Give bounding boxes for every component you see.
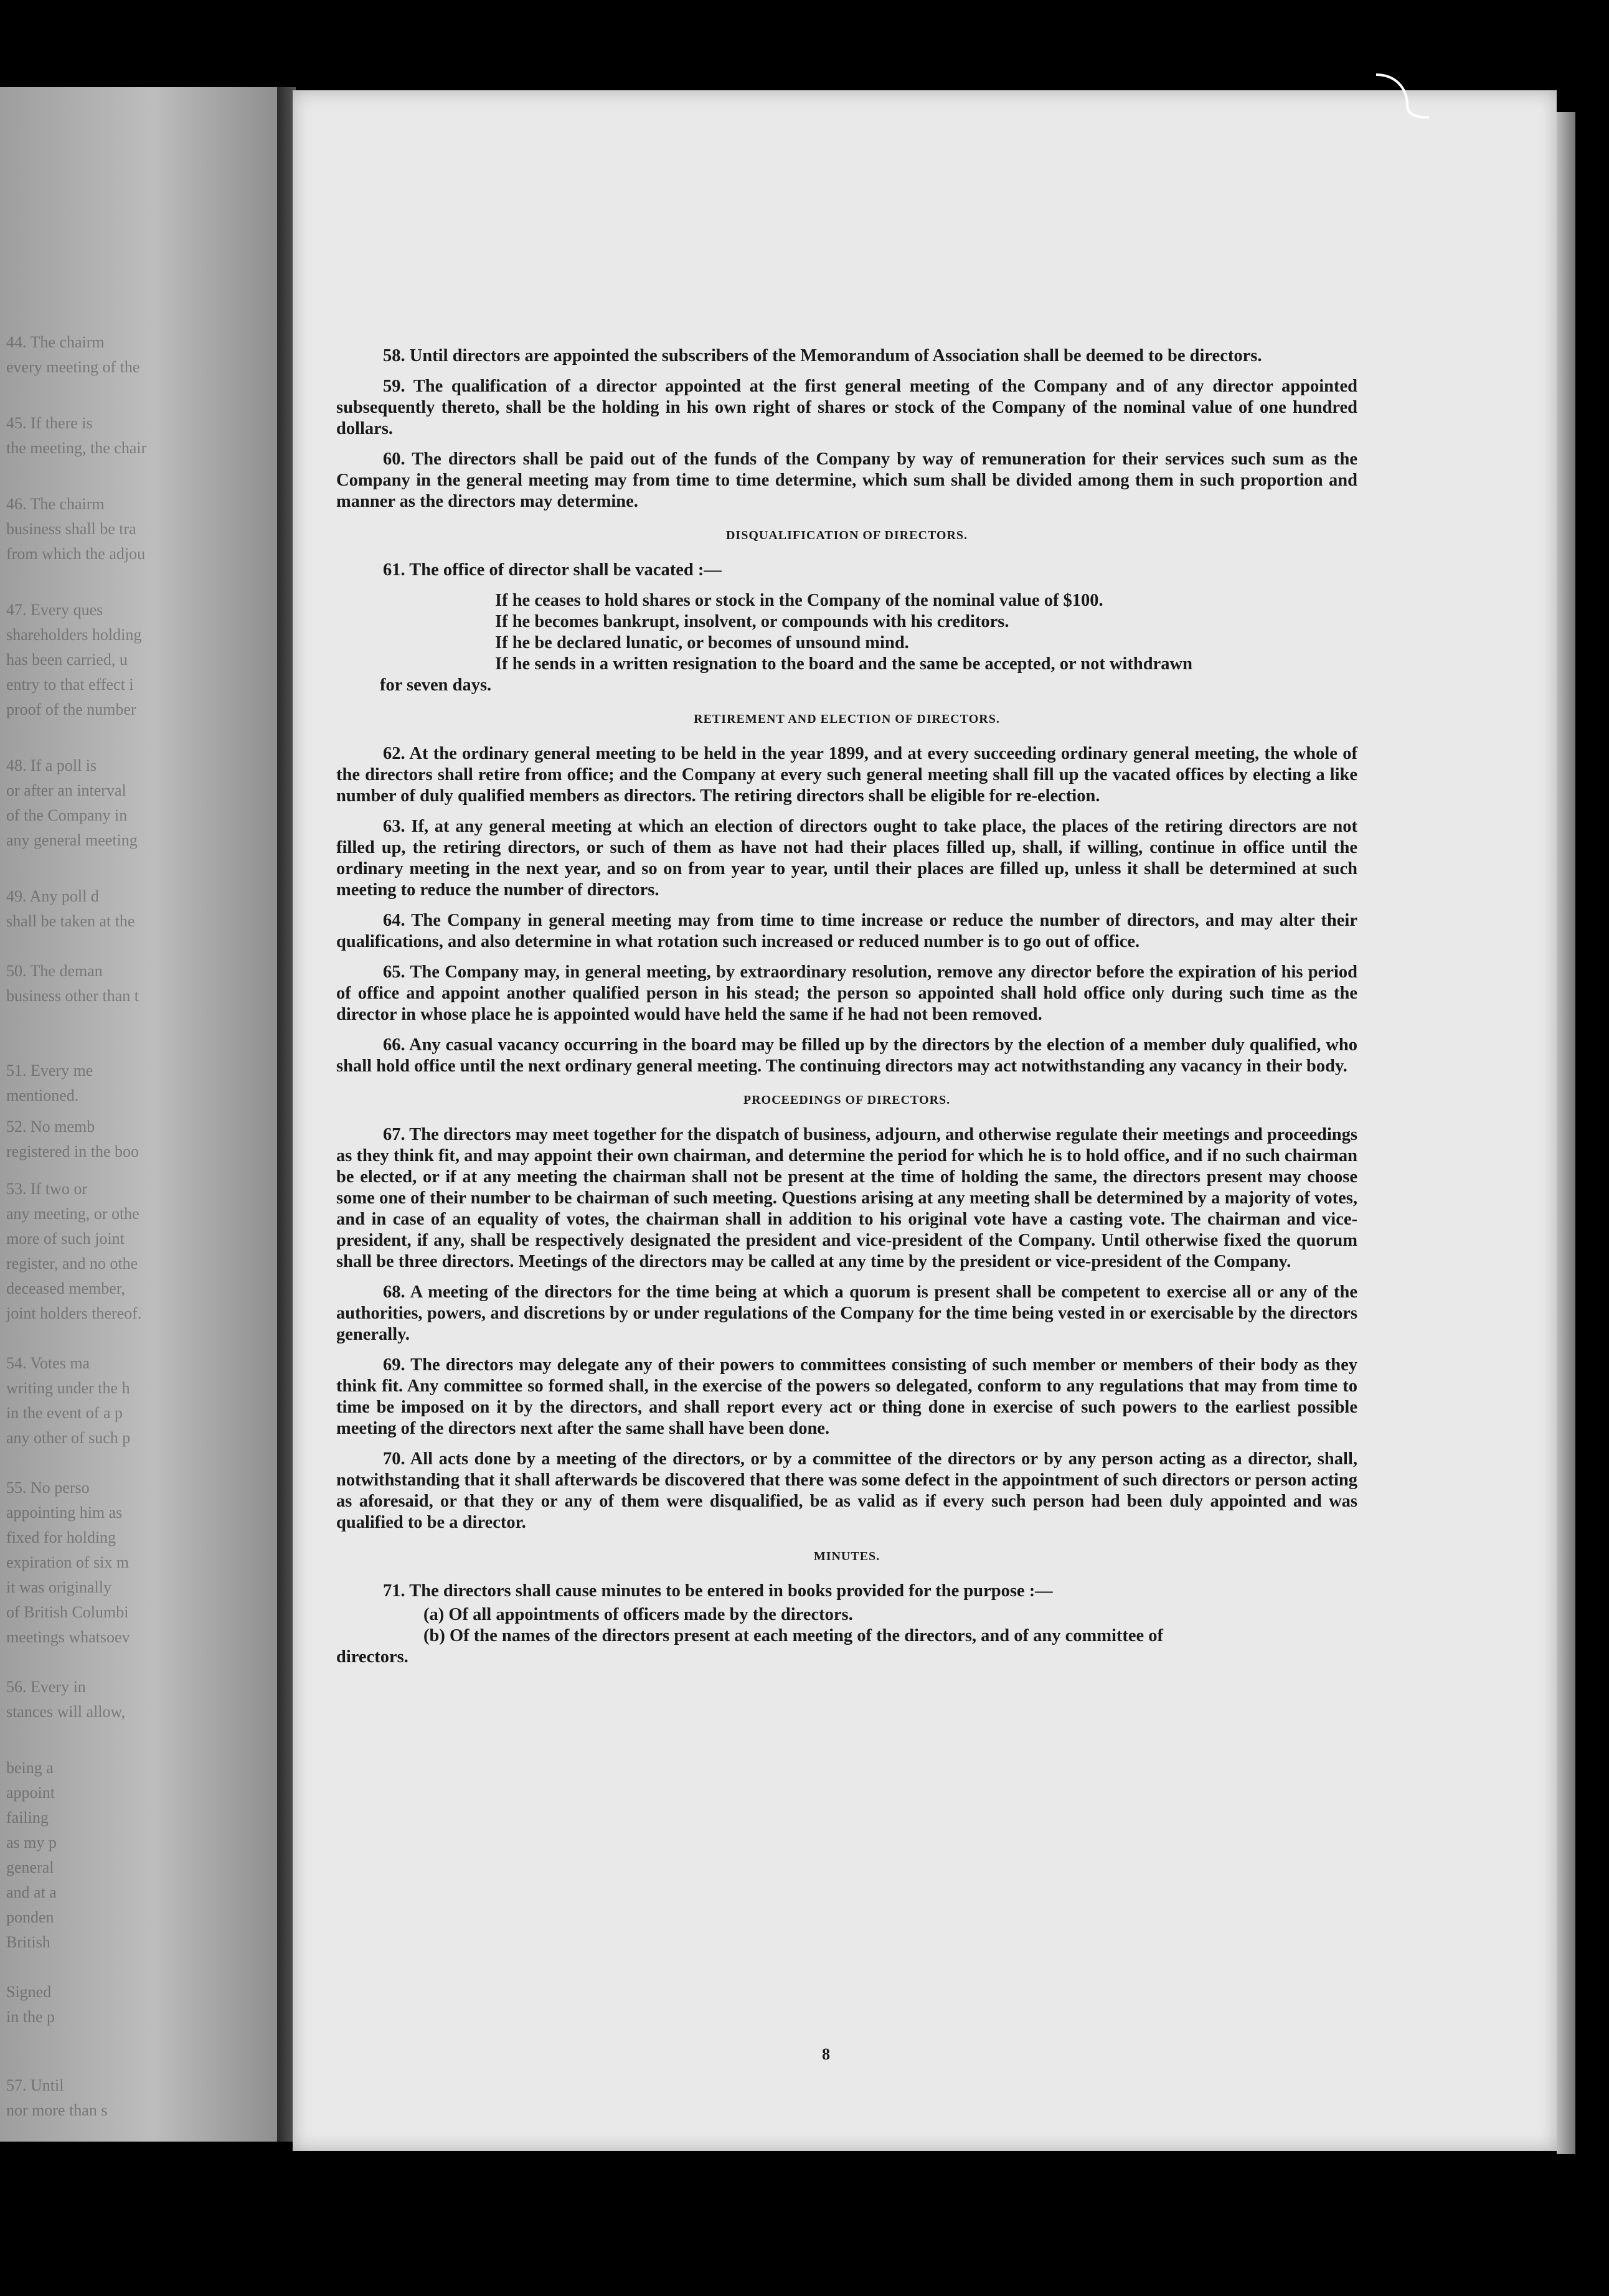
list-item: (a) Of all appointments of officers made by the directors.	[423, 1605, 853, 1624]
page-corner-curl	[1370, 68, 1432, 125]
paragraph-68: 68. A meeting of the directors for the time being at which a quorum is present shall be competent to exercise all or any of the authorities, powers, and discretions by or under regulations of the Company for the time being vested in or exercisable by the directors generally.	[336, 1282, 1357, 1344]
heading-proceedings: PROCEEDINGS OF DIRECTORS.	[743, 1093, 951, 1107]
paragraph-71: 71. The directors shall cause minutes to be entered in books provided for the purpose :—	[383, 1581, 1053, 1601]
paragraph-69: 69. The directors may delegate any of their powers to committees consisting of such member or members of their body as they think fit. Any committee so formed shall, in the exercise of the powers so delegated, conform to any regulations that may from time to time be imposed on it by the directors, and shall report every act or thing done in exercise of such powers to the earliest possible meeting of the directors next after the same shall have been done.	[336, 1355, 1357, 1438]
paragraph-67: 67. The directors may meet together for the dispatch of business, adjourn, and otherwise regulate their meetings and proceedings as they think fit, and may appoint their own chairman, and determine the period for which he is to hold office, and if no such chairman be elected, or if at any meeting the chairman shall not be present at the time of holding the same, the directors present may choose some one of their number to be chairman of such meeting. Questions arising at any meeting shall be determined by a majority of votes, and in case of an equality of votes, the chairman shall in addition to his original vote have a casting vote. The chairman and vice-president, if any, shall be respectively designated the president and vice-president of the Company. Until otherwise fixed the quorum shall be three directors. Meetings of the directors may be called at any time by the president or vice-president of the Company.	[336, 1125, 1357, 1271]
heading-retirement: RETIREMENT AND ELECTION OF DIRECTORS.	[694, 712, 1000, 726]
adjacent-page: 44. The chairm every meeting of the 45. If there is the meeting, the chair 46. The chairm business shall be tra from which the adjou 47. Every ques shareholders holding has been carried, u entry to that effect i proof of the number 48. If a poll is or after an interval of the Company in any general meeting 49. Any poll d shall be taken at the 50. The deman business other than t 51. Every me mentioned. 52. No memb registered in the boo 53. If two or any meeting, or othe more of such joint register, and no othe deceased member, joint holders thereof. 54. Votes ma writing under the h in the event of a p any other of such p 55. No perso appointing him as fixed for holding expiration of six m it was originally of British Columbi meetings whatsoev 56. Every in stances will allow, being a appoint failing as my p general and at a ponden British Signed in the p 57. Until nor more than s	[0, 87, 277, 2142]
document-body	[336, 346, 1357, 1668]
heading-minutes: MINUTES.	[813, 1550, 880, 1563]
paragraph-63: 63. If, at any general meeting at which an election of directors ought to take place, the places of the retiring directors are not filled up, the retiring directors, or such of them as have not had their places filled up, shall, if willing, continue in office until the ordinary meeting in the next year, and so on from year to year, until their places are filled up, unless it shall be determined at such meeting to reduce the number of directors.	[336, 817, 1357, 900]
paragraph-59: 59. The qualification of a director appointed at the first general meeting of the Company and of any director appointed subsequently thereto, shall be the holding in his own right of shares or stock of the Company of the nominal value of one hundred dollars.	[336, 377, 1357, 438]
paragraph-60: 60. The directors shall be paid out of the funds of the Company by way of remuneration for their services such sum as the Company in the general meeting may from time to time determine, which sum shall be divided among them in such proportion and manner as the directors may determine.	[336, 449, 1357, 511]
paragraph-61: 61. The office of director shall be vacated :—	[383, 560, 722, 580]
list-item: If he becomes bankrupt, insolvent, or compounds with his creditors.	[495, 612, 1009, 631]
paragraph-65: 65. The Company may, in general meeting, by extraordinary resolution, remove any director before the expiration of his period of office and appoint another qualified person in his stead; the person so appointed shall hold office only during such time as the director in whose place he is appointed would have held the same if he had not been removed.	[336, 962, 1357, 1024]
list-item: If he ceases to hold shares or stock in the Company of the nominal value of $100.	[495, 591, 1103, 610]
page-edge	[1557, 112, 1575, 2154]
list-item-continuation: directors.	[336, 1647, 408, 1667]
paragraph-66: 66. Any casual vacancy occurring in the board may be filled up by the directors by the election of a member duly qualified, who shall hold office until the next ordinary general meeting. The continuing directors may act notwithstanding any vacancy in their body.	[336, 1035, 1357, 1076]
list-item: (b) Of the names of the directors present at each meeting of the directors, and of any committee of	[423, 1626, 1164, 1645]
paragraph-62: 62. At the ordinary general meeting to be held in the year 1899, and at every succeeding ordinary general meeting, the whole of the directors shall retire from office; and the Company at every such general meeting shall fill up the vacated offices by electing a like number of duly qualified members as directors. The retiring directors shall be eligible for re-election.	[336, 744, 1357, 806]
paragraph-58: 58. Until directors are appointed the subscribers of the Memorandum of Association shall be deemed to be directors.	[383, 346, 1262, 365]
page-number: 8	[822, 2045, 830, 2063]
heading-disqualification: DISQUALIFICATION OF DIRECTORS.	[725, 529, 968, 542]
paragraph-64: 64. The Company in general meeting may from time to time increase or reduce the number of directors, and may alter their qualifications, and also determine in what rotation such increased or reduced number is to go out of office.	[336, 911, 1357, 951]
paragraph-70: 70. All acts done by a meeting of the directors, or by a committee of the directors or by any person acting as a director, shall, notwithstanding that it shall afterwards be discovered that there was some defect in the appointment of such directors or person acting as aforesaid, or that they or any of them were disqualified, be as valid as if every such person had been duly appointed and was qualified to be a director.	[336, 1449, 1357, 1532]
list-item: If he be declared lunatic, or becomes of unsound mind.	[495, 633, 909, 652]
list-item-continuation: for seven days.	[380, 675, 492, 695]
list-item: If he sends in a written resignation to the board and the same be accepted, or not withdrawn	[495, 654, 1192, 674]
